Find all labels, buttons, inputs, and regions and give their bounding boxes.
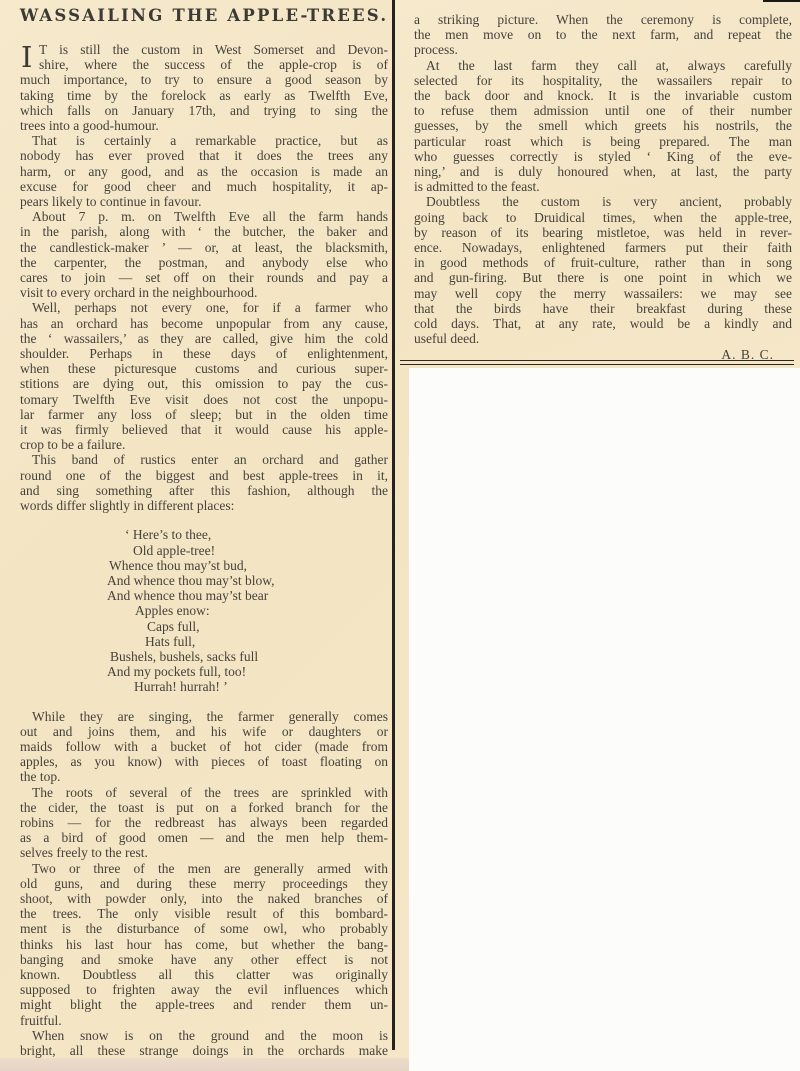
text-line: by reason of its bearing mistletoe, was held in rever- (414, 224, 792, 240)
text-line: as a bird of good omen — and the men help them- (20, 830, 388, 846)
text-line: is admitted to the feast. (414, 179, 540, 195)
text-line: Whence thou may’st bud, (109, 557, 247, 573)
paragraph (20, 785, 388, 861)
text-line: round one of the biggest and best apple-trees in it, (20, 467, 388, 483)
text-line: nobody has ever proved that it does the trees any (20, 148, 388, 164)
text-line: and sing something after this fashion, although the (20, 482, 388, 498)
text-line: This band of rustics enter an orchard and gather (32, 452, 388, 468)
text-line: And my pockets full, too! (107, 664, 247, 680)
text-line: When snow is on the ground and the moon is (32, 1027, 388, 1043)
text-line: selves freely to the rest. (20, 845, 148, 861)
paper-bottom-edge (0, 1058, 409, 1071)
text-line: going back to Druidical times, when the apple-tree, (414, 209, 792, 225)
text-line: the ‘ wassailers,’ as they are called, give him the cold (20, 330, 388, 346)
text-line: and gun-firing. But there is one point in which we (414, 270, 792, 286)
byline: A. B. C. (721, 347, 774, 363)
text-line: useful deed. (414, 331, 480, 347)
text-line: tomary Twelfth Eve visit does not cost the unpopu- (20, 391, 388, 407)
paragraph (20, 452, 388, 513)
text-line: the candlestick-maker ’ — or, at least, the blacksmith, (20, 239, 388, 255)
text-line: And whence thou may’st bear (107, 588, 269, 604)
text-line: Caps full, (147, 618, 200, 634)
text-line: robins — for the redbreast has always been regarded (20, 814, 388, 830)
text-line: old guns, and during these merry proceedings they (20, 875, 388, 891)
text-line: in good methods of fruit-culture, rather than in song (414, 255, 792, 271)
text-line: Two or three of the men are generally armed with (32, 860, 388, 876)
text-line: pears likely to continue in favour. (20, 194, 202, 210)
text-line: Hurrah! hurrah! ’ (134, 679, 228, 695)
text-line: taking time by the forelock as early as Twelfth Eve, (20, 87, 388, 103)
paragraph (414, 194, 792, 346)
text-line: the cider, the toast is put on a forked branch for the (20, 799, 388, 815)
text-line: particular roast which is being prepared. The man (414, 133, 792, 149)
text-line: maids follow with a bucket of hot cider (made from (20, 738, 388, 754)
paragraph (20, 861, 388, 1028)
text-line: words differ slightly in different places: (20, 498, 235, 514)
text-line: fruitful. (20, 1012, 62, 1028)
text-line: supposed to frighten away the evil influences which (20, 982, 388, 998)
text-line: it was firmly believed that it would cause his apple- (20, 422, 388, 438)
text-line: cares to join — set off on their rounds and pay a (20, 270, 388, 286)
text-line: may well copy the merry wassailers: we may see (414, 285, 792, 301)
text-line: might blight the apple-trees and render them un- (20, 997, 388, 1013)
paragraph (414, 12, 792, 58)
text-line: shoot, with powder only, into the naked branches of (20, 890, 388, 906)
text-line: has an orchard has become unpopular from any cause, (20, 315, 388, 331)
scan-artifact-line (763, 0, 800, 2)
text-line: That is certainly a remarkable practice, but as (32, 133, 388, 149)
text-line: Apples enow: (135, 603, 210, 619)
text-line: Hats full, (145, 633, 196, 649)
text-line: the trees. The only visible result of this bombard- (20, 906, 388, 922)
text-line: Doubtless the custom is very ancient, probably (426, 194, 792, 210)
text-line: Bushels, bushels, sacks full (110, 648, 259, 664)
text-line: known. Doubtless all this clatter was originally (20, 966, 388, 982)
text-line: trees into a good-humour. (20, 118, 159, 134)
text-line: ence. Nowadays, enlightened farmers put their faith (414, 240, 792, 256)
text-line: The roots of several of the trees are sprinkled with (32, 784, 388, 800)
text-line: the back door and knock. It is the invariable custom (414, 88, 792, 104)
page-title: WASSAILING THE APPLE-TREES. (19, 6, 389, 25)
text-line: to refuse them admission until one of their number (414, 103, 792, 119)
text-line: cold days. That, at any rate, would be a kindly and (414, 316, 792, 332)
text-line: guesses, by the smell which greets his nostrils, the (414, 118, 792, 134)
text-line: much importance, to try to ensure a good season by (20, 72, 388, 88)
text-line: Old apple-tree! (133, 542, 216, 558)
text-line: which falls on January 17th, and trying to sing the (20, 102, 388, 118)
text-line: At the last farm they call at, always carefully (426, 57, 792, 73)
text-line: the top. (20, 769, 61, 785)
article-right-column (414, 12, 792, 363)
text-line: And whence thou may’st blow, (107, 572, 275, 588)
wassail-song-poem (20, 527, 388, 694)
text-line: ment is the disturbance of some owl, who probably (20, 921, 388, 937)
text-line: selected for its hospitality, the wassailers repair to (414, 72, 792, 88)
text-line: Well, perhaps not every one, for if a farmer who (32, 300, 388, 316)
paragraph (20, 209, 388, 300)
text-line: a striking picture. When the ceremony is complete, (414, 12, 792, 27)
text-line: out and joins them, and his wife or daughters or (20, 723, 388, 739)
text-line: banging and smoke have any other effect is not (20, 951, 388, 967)
text-line: process. (414, 42, 458, 58)
paragraph (20, 42, 388, 133)
text-line: the carpenter, the postman, and anybody else who (20, 254, 388, 270)
text-line: crop to be a failure. (20, 437, 126, 453)
paragraph (20, 1028, 388, 1058)
text-line: While they are singing, the farmer generally comes (32, 708, 388, 724)
text-line: stitions are dying out, this omission to pay the cus- (20, 376, 388, 392)
text-line: that the birds have their breakfast during these (414, 300, 792, 316)
text-line: T is still the custom in West Somerset and Devon- (39, 42, 388, 57)
paragraph (20, 709, 388, 785)
column-divider-rule (392, 0, 395, 1050)
text-line: About 7 p. m. on Twelfth Eve all the farm hands (32, 209, 388, 225)
article-left-column (20, 42, 388, 1058)
text-line: the men move on to the next farm, and repeat the (414, 27, 792, 43)
paragraph (414, 58, 792, 195)
text-line: ‘ Here’s to thee, (125, 527, 212, 543)
text-line: visit to every orchard in the neighbourhood. (20, 285, 258, 301)
text-line: bright, all these strange doings in the orchards make (20, 1043, 388, 1058)
text-line: in the parish, along with ‘ the butcher, the baker and (20, 224, 388, 240)
text-line: ning,’ and is duly honoured when, at last, the party (414, 164, 792, 180)
dropcap-initial: I (21, 40, 33, 74)
text-line: harm, or any good, and as the occasion is made an (20, 163, 388, 179)
paragraph (20, 300, 388, 452)
text-line: apples, as you know) with pieces of toast floating on (20, 754, 388, 770)
text-line: when these picturesque customs and curious super- (20, 361, 388, 377)
text-line: shoulder. Perhaps in these days of enlightenment, (20, 346, 388, 362)
text-line: shire, where the success of the apple-crop is of (39, 57, 388, 73)
text-line: lar farmer any loss of sleep; but in the olden time (20, 406, 388, 422)
text-line: thinks his last hour has come, but whether the bang- (20, 936, 388, 952)
paragraph (20, 133, 388, 209)
text-line: who guesses correctly is styled ‘ King of the eve- (414, 148, 792, 164)
text-line: excuse for good cheer and much hospitality, it ap- (20, 178, 388, 194)
